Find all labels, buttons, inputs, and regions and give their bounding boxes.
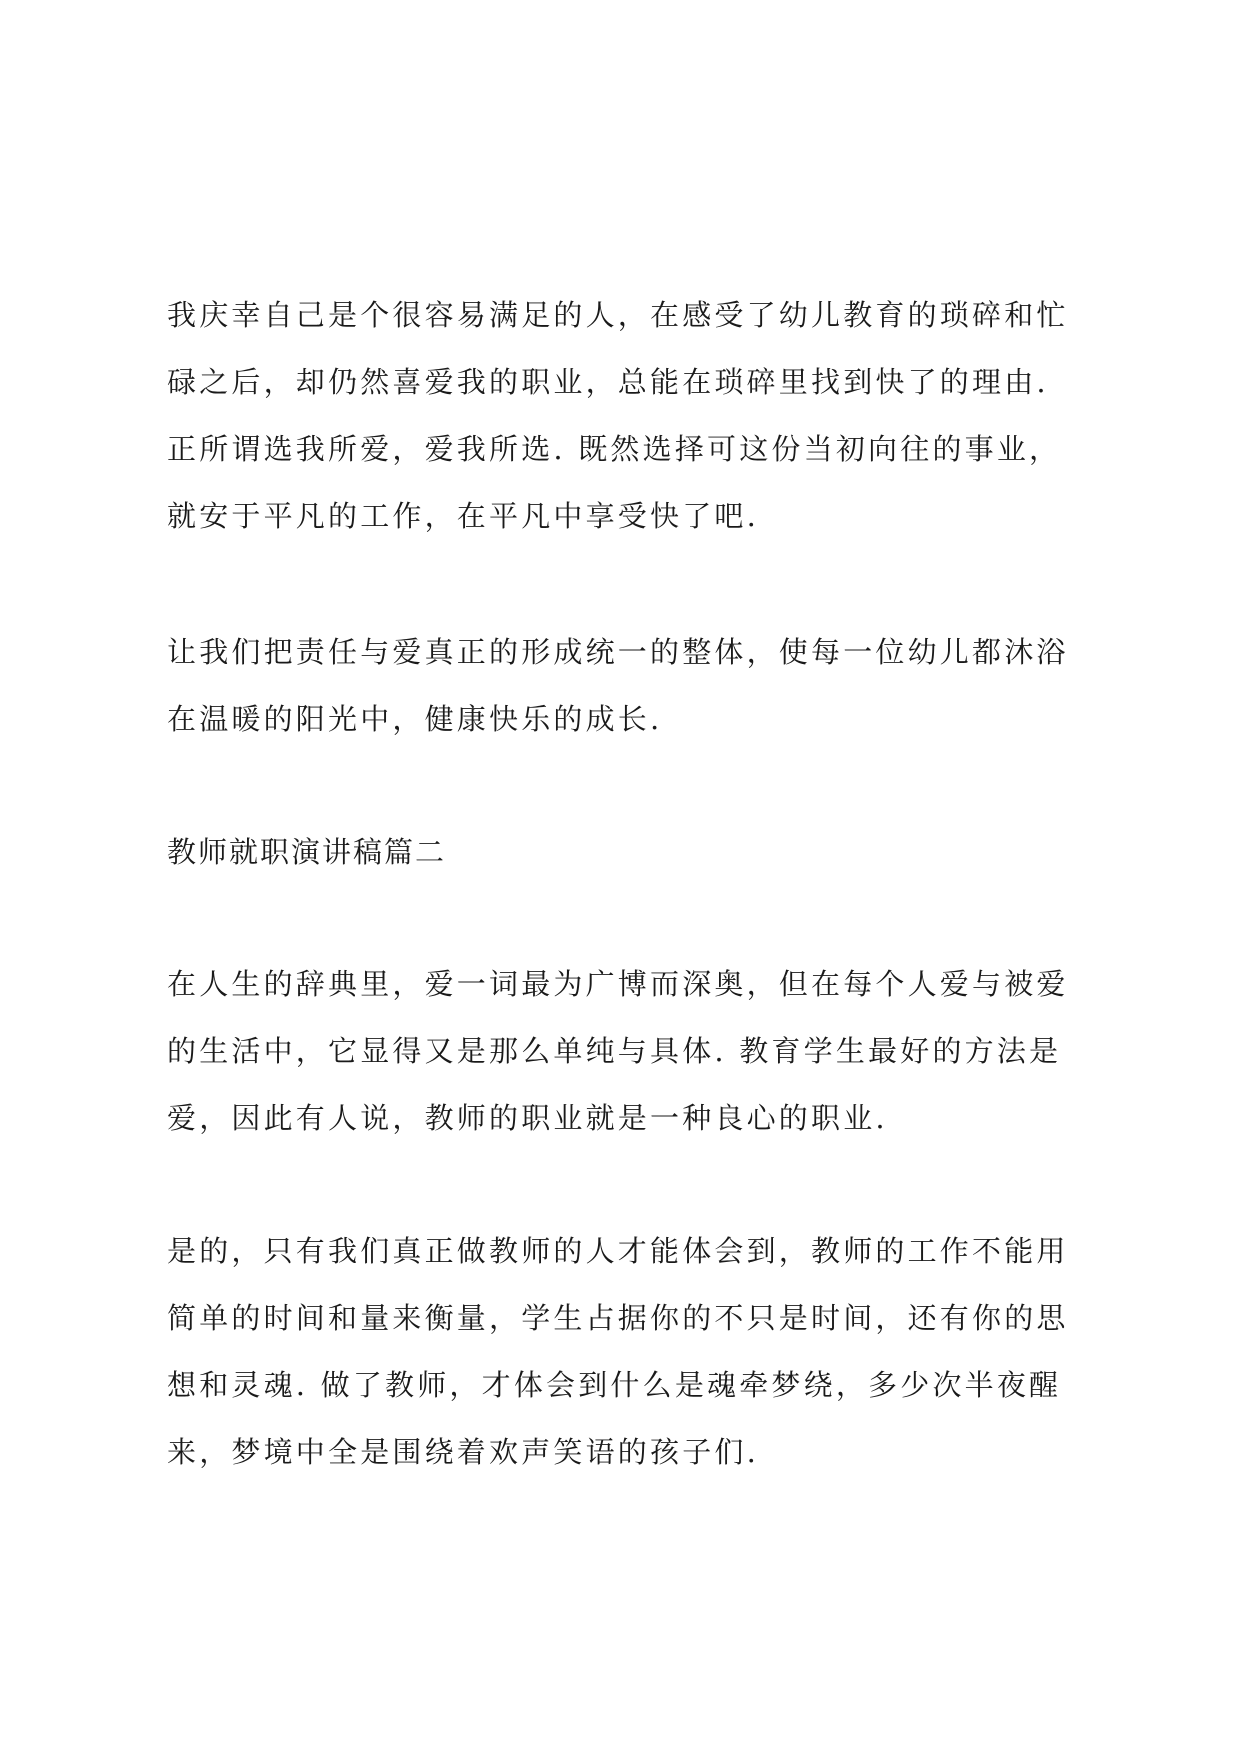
paragraph-line: 让我们把责任与爱真正的形成统一的整体，使每一位幼儿都沐浴	[167, 635, 1069, 669]
paragraph-line: 我庆幸自己是个很容易满足的人，在感受了幼儿教育的琐碎和忙	[167, 298, 1069, 332]
paragraph-line: 在人生的辞典里，爱一词最为广博而深奥，但在每个人爱与被爱	[167, 967, 1069, 1001]
paragraph-responsibility	[167, 619, 1097, 753]
paragraph-contentment	[167, 282, 1097, 550]
paragraph-line: 是的，只有我们真正做教师的人才能体会到，教师的工作不能用	[167, 1234, 1069, 1268]
paragraph-line: 简单的时间和量来衡量，学生占据你的不只是时间，还有你的思	[167, 1301, 1069, 1335]
paragraph-line: 正所谓选我所爱，爱我所选. 既然选择可这份当初向往的事业，	[167, 432, 1062, 466]
paragraph-line: 在温暖的阳光中，健康快乐的成长.	[167, 702, 663, 736]
paragraph-line: 爱，因此有人说，教师的职业就是一种良心的职业.	[167, 1101, 888, 1135]
paragraph-love	[167, 951, 1097, 1152]
section-heading: 教师就职演讲稿篇二	[167, 835, 447, 869]
paragraph-teacher-work	[167, 1218, 1097, 1486]
paragraph-line: 碌之后，却仍然喜爱我的职业，总能在琐碎里找到快了的理由.	[167, 365, 1049, 399]
paragraph-line: 的生活中，它显得又是那么单纯与具体. 教育学生最好的方法是	[167, 1034, 1062, 1068]
paragraph-line: 来，梦境中全是围绕着欢声笑语的孩子们.	[167, 1435, 760, 1469]
paragraph-line: 想和灵魂. 做了教师，才体会到什么是魂牵梦绕，多少次半夜醒	[167, 1368, 1062, 1402]
paragraph-line: 就安于平凡的工作，在平凡中享受快了吧.	[167, 499, 760, 533]
